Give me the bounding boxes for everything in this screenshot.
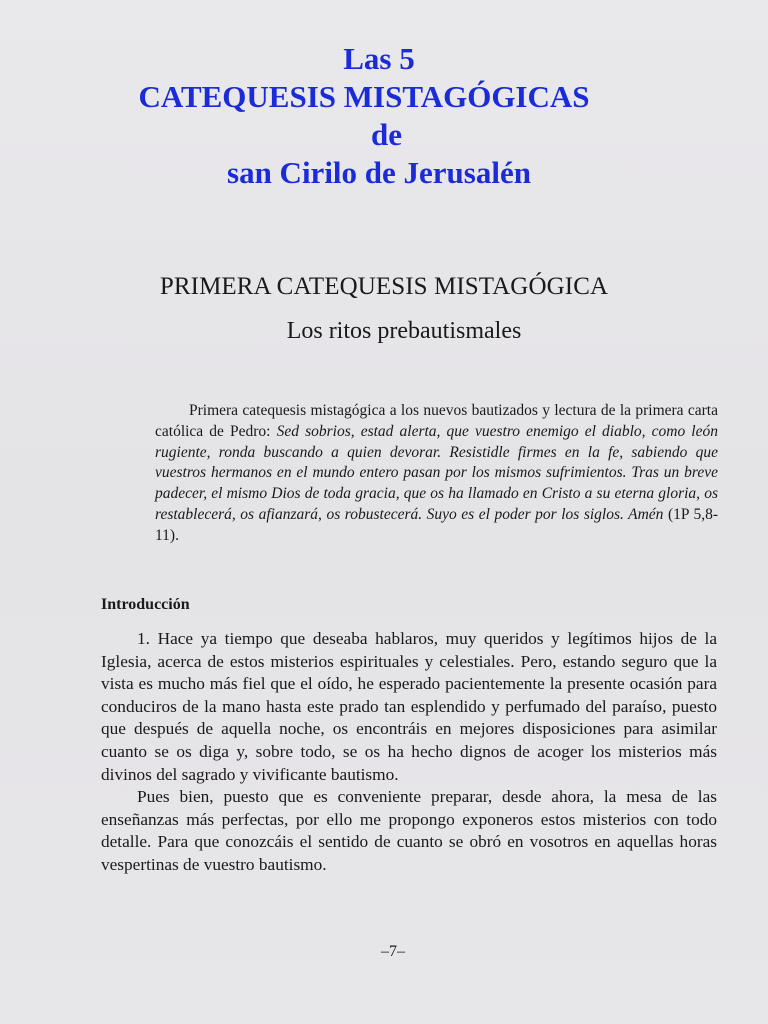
- body-text: [101, 628, 717, 877]
- page-number: –7–: [381, 943, 405, 960]
- epigraph-intro: Primera catequesis mistagógica a los nuevos bautizados y lectura de la primera carta católica de Pedro:: [155, 402, 718, 440]
- paragraph-1: 1. Hace ya tiempo que deseaba hablaros, muy queridos y legítimos hijos de la Iglesia, acerca de estos misterios espirituales y celestiales. Pero, estando seguro que la vista es mucho más fiel que el oído, he esperado pacientemente la presente ocasión para conduciros de la mano hasta este prado tan esplendido y perfumado del paraíso, puesto que después de aquella noche, os encontráis en mejores disposiciones para asimilar cuanto se os diga y, sobre todo, se os ha hecho dignos de acoger los misterios más divinos del sagrado y vivificante bautismo.: [101, 629, 717, 784]
- epigraph: [155, 401, 718, 547]
- epigraph-reference: (1P 5,8-11).: [155, 505, 718, 544]
- title-line-4: san Cirilo de Jerusalén: [227, 155, 531, 190]
- epigraph-quote: Sed sobrios, estad alerta, que vuestro enemigo el diablo, como león rugiente, ronda buscando a quien devorar. Resistidle firmes en la fe, sabiendo que vuestros hermanos en el mundo entero pasan por los mismos sufrimientos. Tras un breve padecer, el mismo Dios de toda gracia, que os ha llamado en Cristo a su eterna gloria, os restablecerá, os afianzará, os robustecerá. Suyo es el poder por los siglos. Amén: [155, 422, 718, 523]
- paragraph-2: Pues bien, puesto que es conveniente preparar, desde ahora, la mesa de las enseñanzas más perfectas, por ello me propongo exponeros estos misterios con todo detalle. Para que conozcáis el sentido de cuanto se obró en vosotros en aquellas horas vespertinas de vuestro bautismo.: [101, 787, 717, 874]
- chapter-heading: PRIMERA CATEQUESIS MISTAGÓGICA: [159, 273, 609, 300]
- document-title: [0, 40, 768, 192]
- title-line-2: CATEQUESIS MISTAGÓGICAS: [138, 79, 590, 114]
- title-line-3: de: [371, 117, 402, 152]
- title-line-1: Las 5: [343, 41, 415, 76]
- chapter-subheading: Los ritos prebautismales: [286, 318, 522, 344]
- section-title: Introducción: [101, 596, 190, 613]
